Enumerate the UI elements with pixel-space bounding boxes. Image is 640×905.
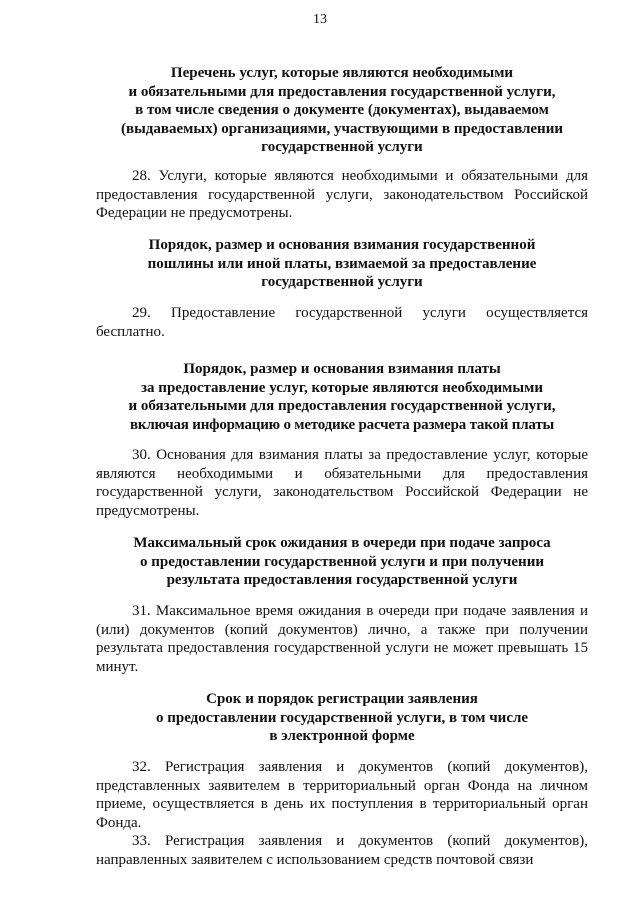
page-number: 13 xyxy=(313,12,327,27)
heading-line: и обязательными для предоставления государственной услуги, xyxy=(128,83,556,100)
heading-line: Максимальный срок ожидания в очереди при подаче запроса xyxy=(133,535,551,551)
heading-line: Порядок, размер и основания взимания государственной xyxy=(148,237,536,253)
heading-line: и обязательными для предоставления государственной услуги, xyxy=(128,398,556,414)
heading-line: Перечень услуг, которые являются необходимыми xyxy=(170,65,514,81)
section-heading-state-fee xyxy=(96,236,588,292)
paragraph-33: 33. Регистрация заявления и документов (копий документов), направленных заявителем с использованием средств почтовой связи xyxy=(96,833,588,868)
paragraph-30: 30. Основания для взимания платы за предоставление услуг, которые являются необходимыми и обязательными для предоставления государственной услуги, законодательством Российской Федерации не предусмотрены. xyxy=(96,447,588,519)
paragraph-28: 28. Услуги, которые являются необходимыми и обязательными для предоставления государственной услуги, законодательством Российской Федерации не предусмотрены. xyxy=(96,168,588,221)
heading-line: результата предоставления государственной услуги xyxy=(166,572,518,588)
paragraph-31: 31. Максимальное время ожидания в очереди при подаче заявления и (или) документов (копий документов) лично, а также при получении результата предоставления государственной услуги не может превышать 15 минут. xyxy=(96,603,588,675)
section-heading-registration xyxy=(96,690,588,746)
heading-line: включая информацию о методике расчета размера такой платы xyxy=(129,416,555,433)
heading-line: в том числе сведения о документе (документах), выдаваемом xyxy=(135,102,549,118)
section-heading-services-list xyxy=(96,64,588,157)
section-heading-service-fee xyxy=(96,360,588,434)
heading-line: Срок и порядок регистрации заявления xyxy=(206,691,478,707)
heading-line: о предоставлении государственной услуги и при получении xyxy=(140,553,544,570)
heading-line: за предоставление услуг, которые являются необходимыми xyxy=(141,379,543,396)
paragraph-29: 29. Предоставление государственной услуги осуществляется бесплатно. xyxy=(96,305,588,340)
section-heading-queue-time xyxy=(96,534,588,590)
paragraph-32: 32. Регистрация заявления и документов (копий документов), представленных заявителем в территориальный орган Фонда на личном приеме, осуществляется в день их поступления в территориальный орган Фонда. xyxy=(96,759,588,831)
heading-line: пошлины или иной платы, взимаемой за предоставление xyxy=(147,255,537,272)
heading-line: государственной услуги xyxy=(261,139,423,155)
heading-line: о предоставлении государственной услуги, в том числе xyxy=(155,709,529,726)
heading-line: (выдаваемых) организациями, участвующими в предоставлении xyxy=(120,120,563,137)
heading-line: в электронной форме xyxy=(269,728,415,744)
heading-line: государственной услуги xyxy=(261,274,423,290)
heading-line: Порядок, размер и основания взимания платы xyxy=(183,361,501,377)
